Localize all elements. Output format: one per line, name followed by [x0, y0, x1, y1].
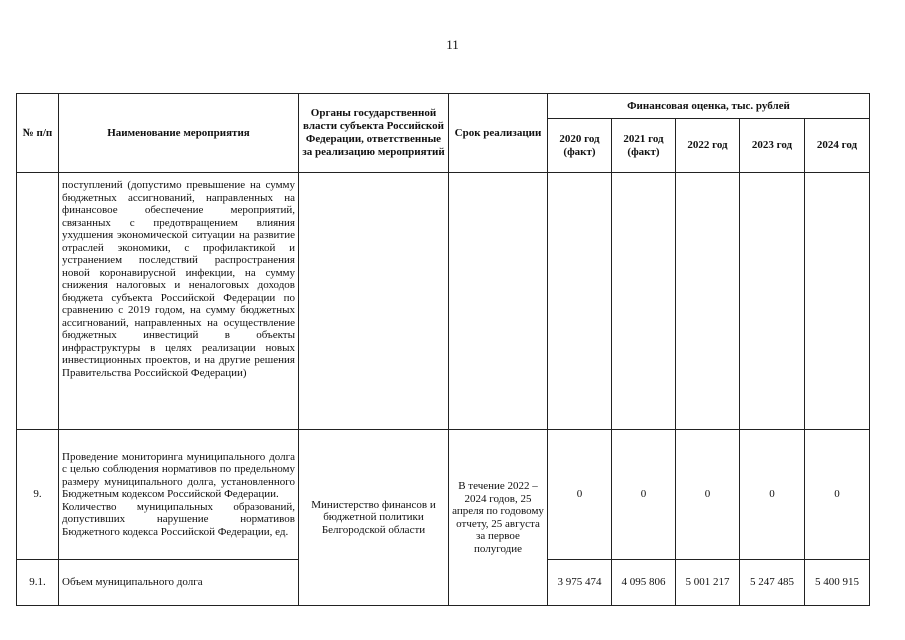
- continuation-value-cell: [612, 173, 676, 430]
- continuation-row: [17, 173, 870, 430]
- row-value-2021: 4 095 806: [612, 560, 676, 606]
- header-num: № п/п: [17, 94, 59, 173]
- row-name: [59, 430, 299, 560]
- continuation-term-cell: [449, 173, 548, 430]
- continuation-text: поступлений (допустимо превышение на сумму бюджетных ассигнований, направленных на финансовое обеспечение мероприятий, связанных с предотвращением влияния ухудшения экономической ситуации на развитие отраслей экономики, с профилактикой и устранением последствий распространения новой коронавирусной инфекции, на сумму снижения налоговых и неналоговых доходов бюджета субъекта Российской Федерации по сравнению с 2019 годом, на сумму бюджетных ассигнований, направленных на осуществление бюджетных инвестиций в объекты инфраструктуры в целях реализации новых инвестиционных проектов, и на другие решения Правительства Российской Федерации): [59, 173, 299, 430]
- row-value-2024: 5 400 915: [805, 560, 870, 606]
- continuation-org-cell: [299, 173, 449, 430]
- row-value-2020: 3 975 474: [548, 560, 612, 606]
- row-value-2022: 0: [676, 430, 740, 560]
- row-name-paragraph-1: Проведение мониторинга муниципального долга с целью соблюдения нормативов по предельному размеру муниципального долга, установленного Бюджетным кодексом Российской Федерации.: [62, 450, 295, 501]
- row-value-2023: 0: [740, 430, 805, 560]
- row-name-paragraph-2: Количество муниципальных образований, допустивших нарушение нормативов Бюджетного кодекса Российской Федерации, ед.: [62, 500, 295, 538]
- row-value-2023: 5 247 485: [740, 560, 805, 606]
- header-year-2024: 2024 год: [805, 119, 870, 173]
- header-year-2022: 2022 год: [676, 119, 740, 173]
- row-value-2024: 0: [805, 430, 870, 560]
- page-number: 11: [446, 37, 459, 52]
- measures-table: [16, 93, 870, 606]
- header-finance: Финансовая оценка, тыс. рублей: [548, 94, 870, 119]
- row-org: Министерство финансов и бюджетной политики Белгородской области: [299, 430, 449, 606]
- header-year-2020: 2020 год (факт): [548, 119, 612, 173]
- continuation-value-cell: [676, 173, 740, 430]
- row-number: 9.: [17, 430, 59, 560]
- header-org: Органы государственной власти субъекта Российской Федерации, ответственные за реализацию мероприятий: [299, 94, 449, 173]
- row-name: Объем муниципального долга: [59, 560, 299, 606]
- table-row-9: [17, 430, 870, 560]
- row-number: 9.1.: [17, 560, 59, 606]
- continuation-value-cell: [740, 173, 805, 430]
- continuation-value-cell: [805, 173, 870, 430]
- header-year-2021: 2021 год (факт): [612, 119, 676, 173]
- row-value-2020: 0: [548, 430, 612, 560]
- row-term: В течение 2022 – 2024 годов, 25 апреля по годовому отчету, 25 августа за первое полугодие: [449, 430, 548, 606]
- header-year-2023: 2023 год: [740, 119, 805, 173]
- header-row: [17, 94, 870, 119]
- header-term: Срок реализации: [449, 94, 548, 173]
- row-value-2021: 0: [612, 430, 676, 560]
- row-value-2022: 5 001 217: [676, 560, 740, 606]
- continuation-num-cell: [17, 173, 59, 430]
- continuation-value-cell: [548, 173, 612, 430]
- header-name: Наименование мероприятия: [59, 94, 299, 173]
